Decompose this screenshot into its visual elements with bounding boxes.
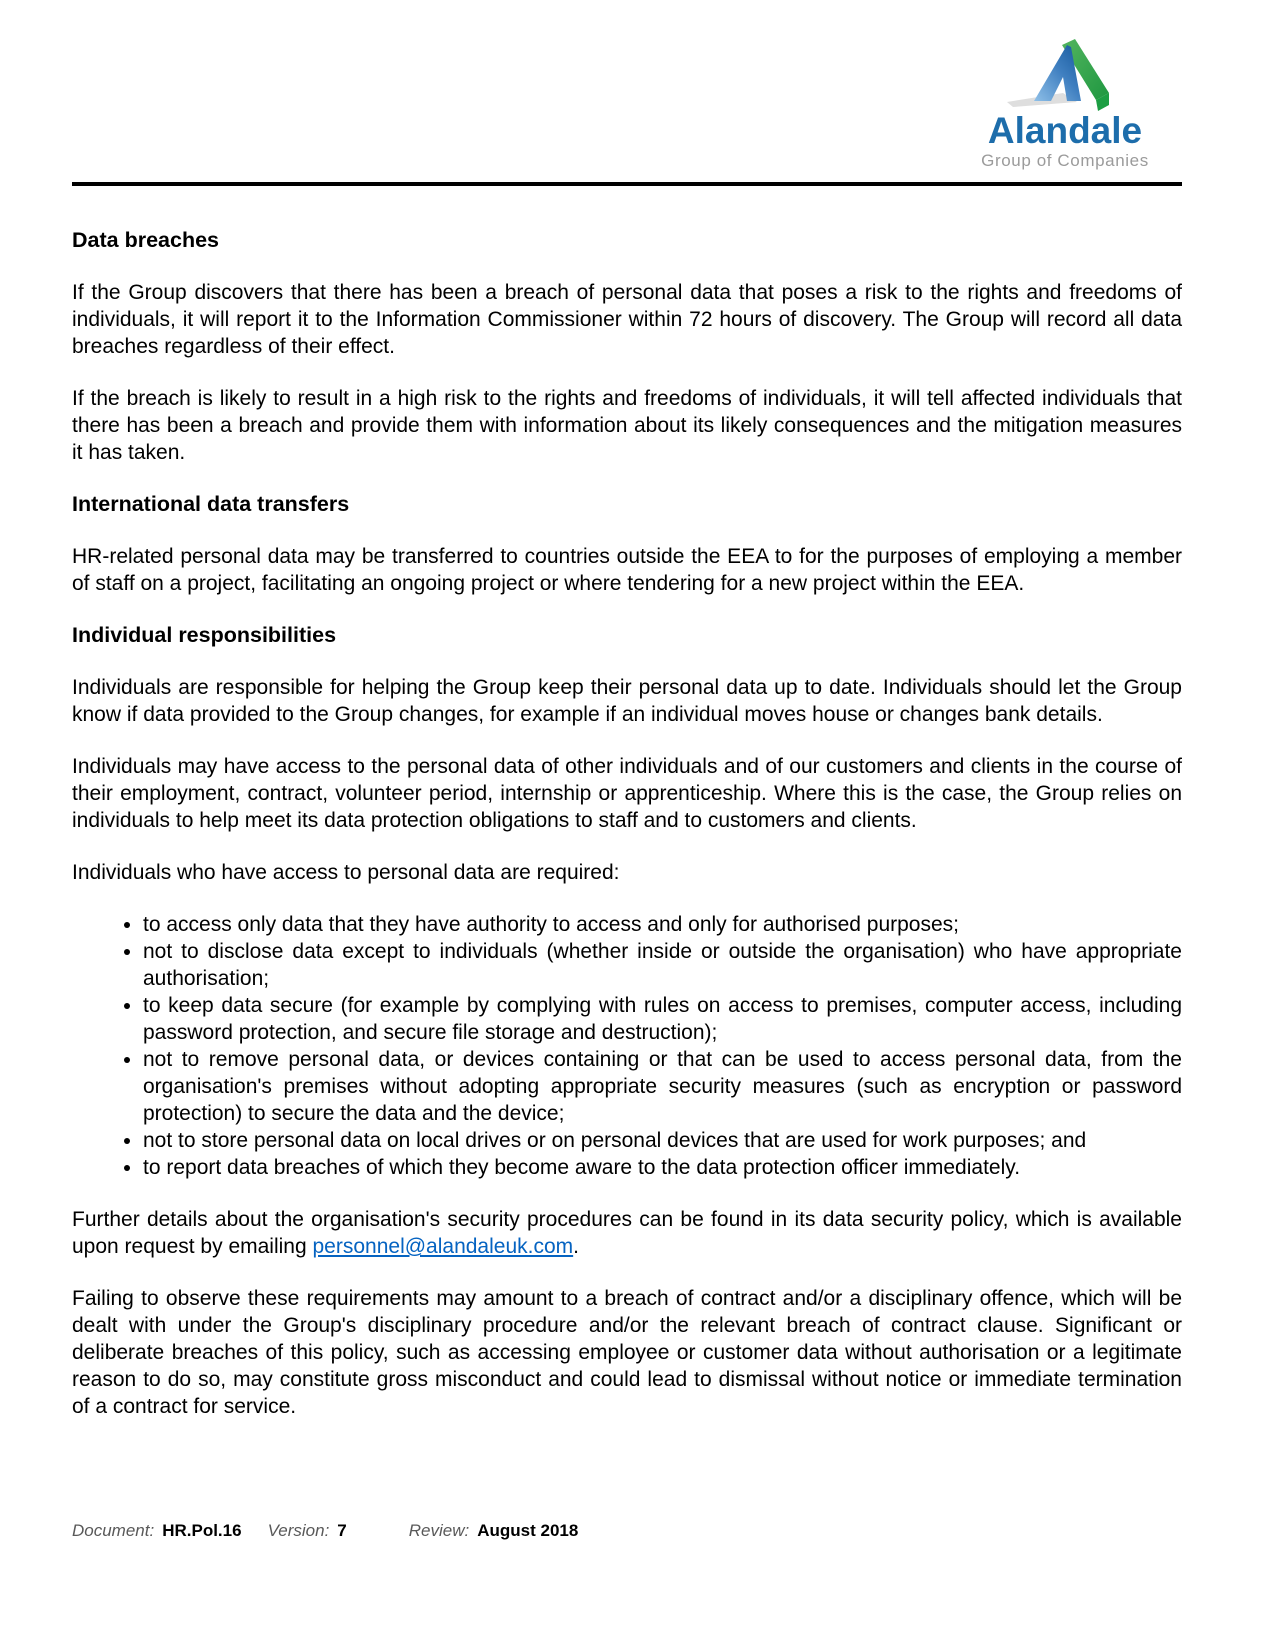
footer-version-value: 7	[337, 1521, 347, 1540]
paragraph-breach-report: If the Group discovers that there has been a breach of personal data that poses a risk to the rights and freedoms of individuals, it will report it to the Information Commissioner within 72 hours of discovery. The Group will record all data breaches regardless of their effect.	[72, 281, 1182, 358]
mountain-logo-icon	[1005, 38, 1125, 116]
paragraph-failing-to-observe: Failing to observe these requirements may amount to a breach of contract and/or a disciplinary offence, which will be dealt with under the Group's disciplinary procedure and/or the relevant breach of contract clause. Significant or deliberate breaches of this policy, such as accessing employee or customer data without authorisation or a legitimate reason to do so, may constitute gross misconduct and could lead to dismissal without notice or immediate termination of a contract for service.	[72, 1287, 1182, 1418]
heading-individual-responsibilities: Individual responsibilities	[72, 623, 337, 647]
security-para-text-after-link: .	[573, 1235, 579, 1258]
logo-company-name: Alandale	[987, 110, 1143, 151]
heading-international-transfers: International data transfers	[72, 492, 350, 516]
footer-version-label: Version:	[267, 1521, 330, 1540]
paragraph-breach-high-risk: If the breach is likely to result in a high risk to the rights and freedoms of individuals, it will tell affected individuals that there has been a breach and provide them with information about its likely consequences and the mitigation measures it has taken.	[72, 387, 1182, 464]
page-header	[72, 0, 1182, 186]
list-item: • not to remove personal data, or devices containing or that can be used to access personal data, from the organisation's premises without adopting appropriate security measures (such as encryption or password protection) to secure the data and the device;	[143, 1046, 1182, 1127]
footer-review-label: Review:	[408, 1521, 470, 1540]
document-footer	[72, 1521, 578, 1541]
list-item: • to keep data secure (for example by complying with rules on access to premises, computer access, including password protection, and secure file storage and destruction);	[143, 992, 1182, 1046]
footer-review-value: August 2018	[477, 1521, 579, 1540]
paragraph-security-policy	[72, 1206, 1182, 1260]
paragraph-access-other-data: Individuals may have access to the personal data of other individuals and of our customers and clients in the course of their employment, contract, volunteer period, internship or apprenticeship. Where this is the case, the Group relies on individuals to help meet its data protection obligations to staff and to customers and clients.	[72, 755, 1182, 832]
security-para-text-before-link: Further details about the organisation's security procedures can be found in its data security policy, which is available upon request by emailing	[72, 1208, 1182, 1258]
logo-tagline: Group of Companies	[981, 150, 1149, 170]
paragraph-keep-data-up-to-date: Individuals are responsible for helping the Group keep their personal data up to date. Individuals should let the Group know if data provided to the Group changes, for example if an individual moves house or changes bank details.	[72, 676, 1182, 726]
document-body	[72, 186, 1182, 1420]
list-item: • to access only data that they have authority to access and only for authorised purposes;	[143, 911, 1182, 938]
responsibilities-bullet-list	[72, 911, 1182, 1181]
personnel-email-link[interactable]: personnel@alandaleuk.com	[312, 1235, 574, 1258]
footer-document-label: Document:	[72, 1521, 155, 1540]
list-item: • to report data breaches of which they become aware to the data protection officer immediately.	[143, 1154, 1182, 1181]
heading-data-breaches: Data breaches	[72, 228, 219, 252]
list-item: • not to store personal data on local drives or on personal devices that are used for work purposes; and	[143, 1127, 1182, 1154]
footer-document-value: HR.Pol.16	[162, 1521, 242, 1540]
paragraph-international-transfers: HR-related personal data may be transferred to countries outside the EEA to for the purposes of employing a member of staff on a project, facilitating an ongoing project or where tendering for a new project within the EEA.	[72, 545, 1182, 595]
company-logo	[970, 38, 1160, 171]
paragraph-bullets-intro: Individuals who have access to personal data are required:	[72, 861, 620, 884]
list-item: • not to disclose data except to individuals (whether inside or outside the organisation) who have appropriate authorisation;	[143, 938, 1182, 992]
